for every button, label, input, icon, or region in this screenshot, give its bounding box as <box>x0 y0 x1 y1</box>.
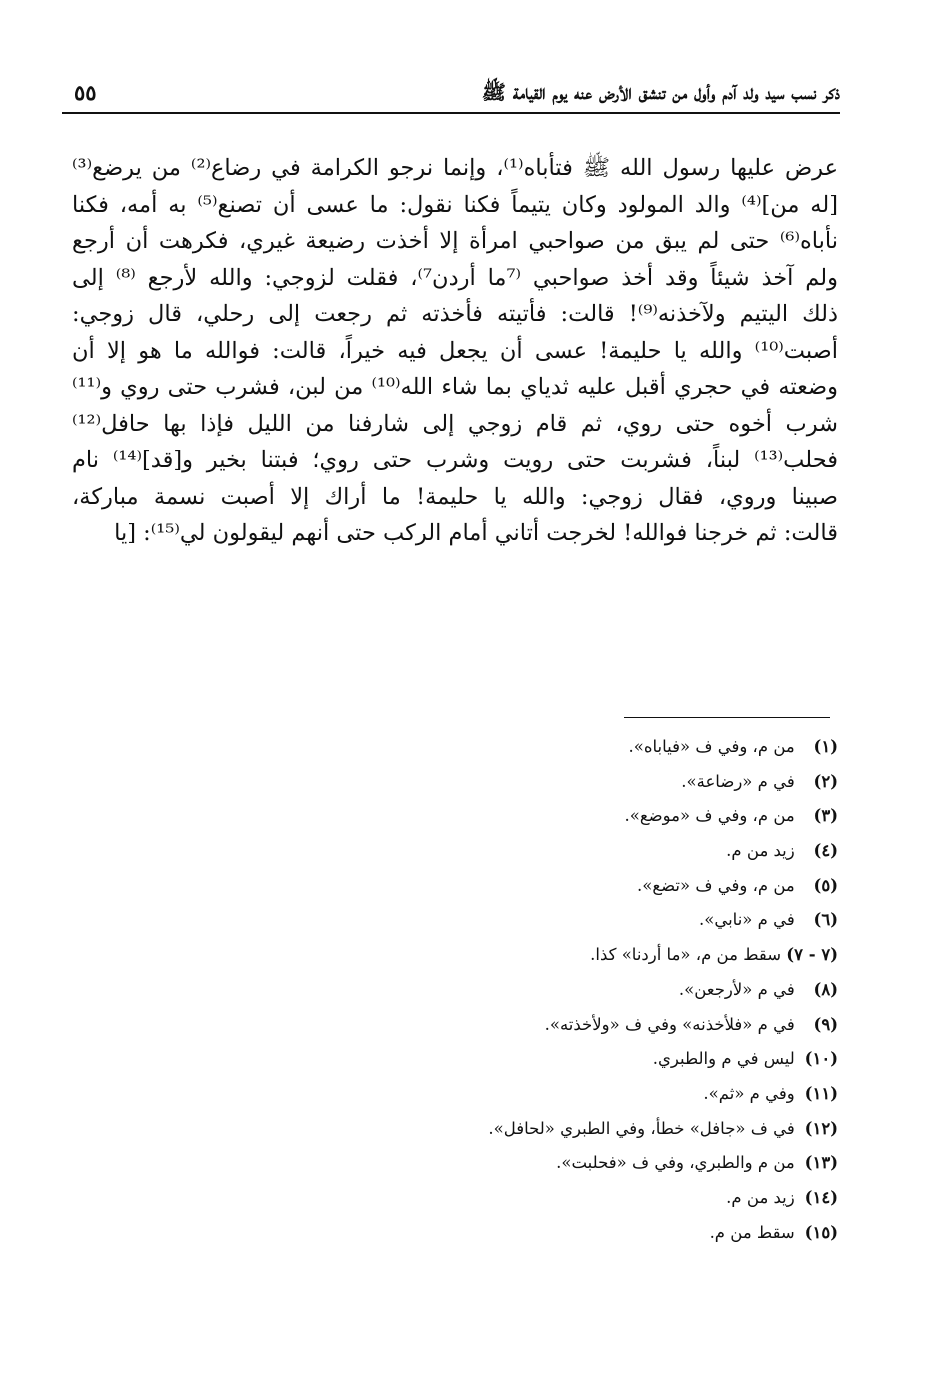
text-line: عرض عليها رسول الله ﷺ فتأباه⁽¹⁾، وإنما نرجو الكرامة في رضاع⁽²⁾ من يرضع⁽³⁾ <box>72 155 838 181</box>
footnote-text: في م «فلأخذنه» وفي ف «ولأخذته». <box>544 1014 795 1034</box>
footnote-number: (١) <box>813 737 838 756</box>
footnote <box>80 869 838 904</box>
footnote-number: (٩) <box>813 1014 838 1034</box>
footnote-text: في م «نابي». <box>699 910 795 930</box>
footnote-number: (١٢) <box>804 1118 838 1138</box>
footnote <box>80 1008 838 1043</box>
footnote-number: (٥) <box>813 875 838 895</box>
footnote <box>80 834 838 869</box>
page-number: ٥٥ <box>74 80 97 105</box>
footnote <box>80 765 838 800</box>
text-line: ولم آخذ شيئاً وقد أخذ صواحبي ⁽⁷ما أردن⁷⁾، فقلت لزوجي: والله لأرجع ⁽⁸⁾ إلى <box>72 264 838 291</box>
footnote <box>80 799 838 834</box>
footnote-text: ليس في م والطبري. <box>652 1049 795 1069</box>
footnote-number: (٨) <box>813 979 838 999</box>
footnote <box>80 1146 838 1181</box>
footnote-text: في ف «جافل» خطأ، وفي الطبري «لحافل». <box>488 1118 795 1138</box>
footnote <box>80 1112 838 1147</box>
running-title: ذكر نسب سيد ولد آدم وأول من تنشق الأرض عنه يوم القيامة ﷺ <box>481 80 840 104</box>
main-text <box>72 150 838 552</box>
text-line: فحلب⁽¹³⁾ لبناً، فشربت حتى رويت وشرب حتى روي؛ فبتنا بخير و[قد]⁽¹⁴⁾ نام <box>72 447 838 473</box>
text-line: صبينا وروي، فقال زوجي: والله يا حليمة! ما أراك إلا أصبت نسمة مباركة، <box>72 483 838 510</box>
footnote-text: زيد من م. <box>726 1187 795 1207</box>
text-line: أصبت⁽¹⁰⁾ والله يا حليمة! عسى أن يجعل فيه خيراً، قالت: فوالله ما هو إلا أن <box>72 337 838 364</box>
footnote-text: من م، وفي ف «فياباه». <box>628 737 795 756</box>
footnote-text: زيد من م. <box>726 841 795 861</box>
footnote-text: من م والطبري، وفي ف «فحلبت». <box>556 1153 795 1173</box>
text-line: وضعته في حجري أقبل عليه ثدياي بما شاء الله⁽¹⁰⁾ من لبن، فشرب حتى روي و⁽¹¹⁾ <box>72 374 838 400</box>
footnote-number: (١١) <box>804 1083 838 1103</box>
footnote-number: (٦) <box>813 910 838 930</box>
text-line: نأباه⁽⁶⁾ حتى لم يبق من صواحبي امرأة إلا أخذت رضيعة غيري، فكرهت أن أرجع <box>72 228 838 254</box>
footnote <box>80 938 838 973</box>
footnote-number: (١٥) <box>804 1222 838 1242</box>
text-line: قالت: ثم خرجنا فوالله! لخرجت أتاني أمام الركب حتى أنهم ليقولون لي⁽¹⁵⁾: [يا <box>114 520 838 546</box>
footnote <box>80 973 838 1008</box>
footnote-number: (٧ - ٧) <box>786 945 838 965</box>
footnotes-list <box>80 730 838 1250</box>
footnote-text: من م، وفي ف «موضع». <box>624 806 795 826</box>
text-line: ذلك اليتيم ولآخذنه⁽⁹⁾! قالت: فأتيته فأخذته ثم رجعت إلى رحلي، قال زوجي: <box>72 301 838 327</box>
footnote-number: (١٠) <box>804 1049 838 1069</box>
footnote-text: من م، وفي ف «تضع». <box>637 875 795 895</box>
text-line: [له من]⁽⁴⁾ والد المولود وكان يتيماً فكنا نقول: ما عسى أن تصنع⁽⁵⁾ به أمه، فكنا <box>72 191 838 218</box>
footnote <box>80 1042 838 1077</box>
footnote <box>80 903 838 938</box>
footnote-separator <box>624 717 830 718</box>
footnote-text: في م «لأرجعن». <box>678 979 795 999</box>
text-line: شرب أخوه حتى روي، ثم قام زوجي إلى شارفنا من الليل فإذا بها حافل⁽¹²⁾ <box>72 410 838 437</box>
footnote-text: سقط من م. <box>709 1222 795 1242</box>
footnote-text: سقط من م، «ما أردنا» كذا. <box>590 945 782 965</box>
footnote-number: (١٤) <box>804 1187 838 1207</box>
footnote-number: (٤) <box>813 841 838 861</box>
footnote <box>80 1216 838 1251</box>
footnote <box>80 1181 838 1216</box>
footnote-number: (١٣) <box>804 1153 838 1173</box>
footnote-number: (٢) <box>813 771 838 791</box>
footnote-text: وفي م «ثم». <box>703 1083 795 1103</box>
footnote-text: في م «رضاعة». <box>681 771 795 791</box>
page-header <box>62 78 840 114</box>
footnote <box>80 730 838 765</box>
footnote-number: (٣) <box>813 806 838 826</box>
footnote <box>80 1077 838 1112</box>
